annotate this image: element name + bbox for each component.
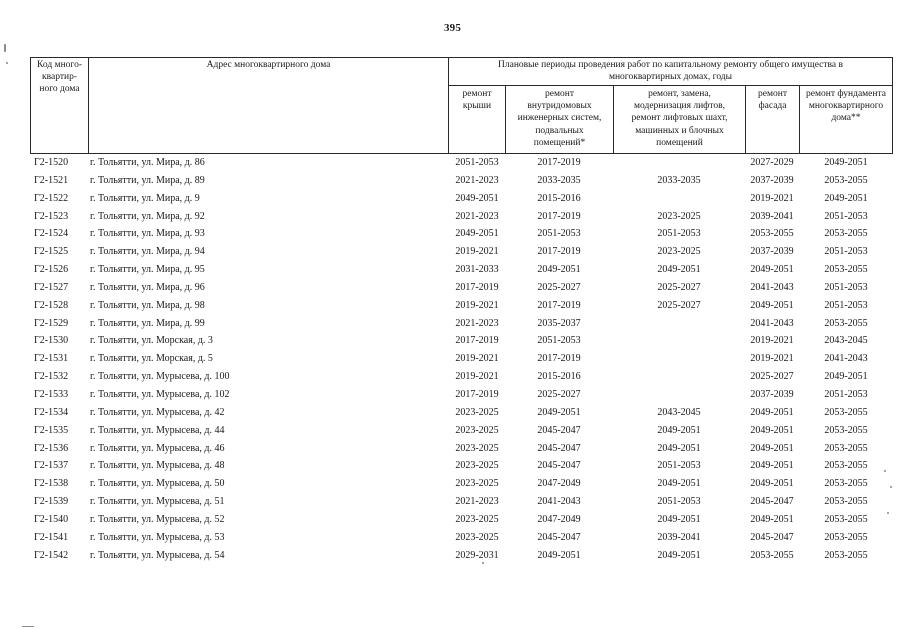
table-row [30,475,893,493]
cell-roof: 2023-2025 [455,460,499,472]
cell-roof: 2019-2021 [455,299,499,311]
cell-foundation: 2049-2051 [824,371,868,383]
header-facade-line-1: ремонт [758,89,787,99]
cell-facade: 2049-2051 [750,406,794,418]
cell-foundation: 2053-2055 [824,442,868,454]
cell-code: Г2-1520 [34,157,69,168]
cell-roof: 2023-2025 [455,442,499,454]
cell-code: Г2-1532 [34,371,69,383]
cell-internal: 2045-2047 [537,442,581,454]
cell-address: г. Тольятти, ул. Мурысева, д. 102 [90,388,230,400]
header-internal-line-5: помещений* [533,137,586,148]
cell-address: г. Тольятти, ул. Мира, д. 93 [90,228,205,240]
header-lift-line-5: помещений [656,137,703,148]
header-foundation [800,88,892,125]
cell-roof: 2023-2025 [455,406,499,418]
cell-facade: 2049-2051 [750,460,794,472]
cell-internal: 2049-2051 [537,264,581,276]
scan-speck [22,626,34,627]
cell-lift [614,315,744,333]
cell-internal: 2015-2016 [537,371,581,383]
cell-lift: 2051-2053 [657,228,701,240]
table-row [30,190,893,208]
cell-address: г. Тольятти, ул. Мира, д. 92 [90,210,205,222]
cell-foundation: 2053-2055 [824,317,868,329]
cell-code: Г2-1535 [34,424,69,436]
table-right-border [892,57,893,154]
header-code-line-2: квартир- [42,72,77,83]
table-row [30,332,893,350]
cell-foundation: 2053-2055 [824,513,868,525]
header-lift-line-3: ремонт лифтовых шахт, [631,113,728,124]
cell-internal: 2017-2019 [537,157,581,168]
cell-address: г. Тольятти, ул. Мира, д. 95 [90,264,205,276]
cell-facade: 2019-2021 [750,353,794,365]
cell-facade: 2041-2043 [750,281,794,293]
cell-facade: 2025-2027 [750,371,794,383]
cell-roof: 2021-2023 [455,210,499,222]
scan-speck [482,562,484,564]
cell-foundation: 2051-2053 [824,299,868,311]
scan-speck [884,470,886,472]
cell-facade: 2053-2055 [750,549,794,561]
header-roof [449,88,505,112]
cell-lift: 2049-2051 [657,478,701,490]
cell-foundation: 2053-2055 [824,424,868,436]
table-body [30,154,893,564]
cell-foundation: 2053-2055 [824,531,868,543]
cell-lift [614,386,744,404]
table-row [30,279,893,297]
cell-facade: 2049-2051 [750,299,794,311]
cell-roof: 2021-2023 [455,174,499,186]
cell-foundation: 2049-2051 [824,157,868,168]
cell-code: Г2-1534 [34,406,69,418]
cell-address: г. Тольятти, ул. Мира, д. 9 [90,192,200,204]
cell-address: г. Тольятти, ул. Мира, д. 86 [90,157,205,168]
table-row [30,172,893,190]
header-internal-line-4: подвальных [535,125,584,136]
page-number: 395 [443,22,462,34]
cell-facade: 2049-2051 [750,424,794,436]
cell-foundation: 2051-2053 [824,281,868,293]
table-row [30,386,893,404]
cell-code: Г2-1537 [34,460,69,472]
cell-foundation: 2053-2055 [824,460,868,472]
cell-code: Г2-1533 [34,388,69,400]
cell-foundation: 2051-2053 [824,246,868,258]
cell-roof: 2023-2025 [455,513,499,525]
cell-internal: 2045-2047 [537,531,581,543]
cell-roof: 2051-2053 [455,157,499,168]
cell-lift: 2043-2045 [657,406,701,418]
cell-lift: 2025-2027 [657,281,701,293]
header-foundation-line-1: ремонт фундамента [806,89,886,99]
cell-address: г. Тольятти, ул. Мира, д. 99 [90,317,205,329]
table-header [30,57,893,154]
cell-lift: 2025-2027 [657,299,701,311]
cell-code: Г2-1525 [34,246,69,258]
cell-foundation: 2053-2055 [824,174,868,186]
header-internal-line-2: внутридомовых [527,101,592,112]
header-internal-line-3: инженерных систем, [517,113,602,124]
cell-address: г. Тольятти, ул. Морская, д. 5 [90,353,213,365]
cell-code: Г2-1530 [34,335,69,347]
header-code [31,59,88,96]
cell-code: Г2-1540 [34,513,69,525]
cell-code: Г2-1539 [34,496,69,508]
cell-code: Г2-1541 [34,531,69,543]
cell-facade: 2027-2029 [750,157,794,168]
header-periods-line-1: Плановые периоды проведения работ по капитальному ремонту общего имущества в [498,60,843,70]
cell-roof: 2021-2023 [455,496,499,508]
cell-lift: 2049-2051 [657,513,701,525]
header-lift-line-2: модернизация лифтов, [634,101,725,112]
cell-code: Г2-1531 [34,353,69,365]
cell-foundation: 2043-2045 [824,335,868,347]
cell-foundation: 2053-2055 [824,496,868,508]
cell-foundation: 2053-2055 [824,549,868,561]
cell-facade: 2049-2051 [750,264,794,276]
scan-speck [887,512,889,514]
cell-internal: 2049-2051 [537,549,581,561]
cell-roof: 2023-2025 [455,531,499,543]
cell-lift: 2039-2041 [657,531,701,543]
cell-foundation: 2051-2053 [824,388,868,400]
cell-address: г. Тольятти, ул. Мира, д. 89 [90,174,205,186]
cell-lift [614,154,744,172]
cell-internal: 2017-2019 [537,353,581,365]
cell-code: Г2-1527 [34,281,69,293]
header-roof-line-2: крыши [462,101,492,112]
cell-internal: 2025-2027 [537,388,581,400]
cell-roof: 2029-2031 [455,549,499,561]
cell-address: г. Тольятти, ул. Мурысева, д. 53 [90,531,225,543]
cell-code: Г2-1529 [34,317,69,329]
cell-lift: 2051-2053 [657,460,701,472]
header-code-line-1: Код много- [37,60,82,70]
cell-foundation: 2053-2055 [824,228,868,240]
cell-address: г. Тольятти, ул. Морская, д. 3 [90,335,213,347]
table-row [30,261,893,279]
cell-facade: 2053-2055 [750,228,794,240]
cell-foundation: 2051-2053 [824,210,868,222]
table-row [30,368,893,386]
cell-internal: 2025-2027 [537,281,581,293]
scan-speck [890,486,892,488]
column-divider-code [88,57,89,154]
header-address-text: Адрес многоквартирного дома [206,60,331,70]
cell-internal: 2051-2053 [537,228,581,240]
cell-roof: 2023-2025 [455,478,499,490]
cell-internal: 2045-2047 [537,424,581,436]
cell-foundation: 2053-2055 [824,264,868,276]
cell-lift [614,332,744,350]
header-foundation-line-2: многоквартирного [808,101,884,112]
cell-internal: 2017-2019 [537,299,581,311]
cell-internal: 2017-2019 [537,246,581,258]
cell-facade: 2037-2039 [750,174,794,186]
cell-roof: 2017-2019 [455,335,499,347]
cell-internal: 2035-2037 [537,317,581,329]
table-top-border [30,57,893,58]
table-row [30,225,893,243]
cell-lift: 2023-2025 [657,246,701,258]
cell-code: Г2-1542 [34,549,69,561]
cell-internal: 2047-2049 [537,513,581,525]
header-roof-line-1: ремонт [462,89,492,99]
table-row [30,297,893,315]
table-row [30,457,893,475]
cell-foundation: 2041-2043 [824,353,868,365]
header-internal-line-1: ремонт [545,89,574,99]
cell-facade: 2019-2021 [750,335,794,347]
cell-address: г. Тольятти, ул. Мурысева, д. 51 [90,496,225,508]
cell-lift: 2023-2025 [657,210,701,222]
header-periods [449,59,892,83]
cell-lift [614,350,744,368]
cell-facade: 2039-2041 [750,210,794,222]
header-internal [506,88,613,149]
cell-facade: 2045-2047 [750,496,794,508]
cell-foundation: 2053-2055 [824,406,868,418]
cell-facade: 2049-2051 [750,478,794,490]
header-period-divider [448,85,893,86]
table-row [30,511,893,529]
cell-lift: 2049-2051 [657,424,701,436]
cell-address: г. Тольятти, ул. Мира, д. 94 [90,246,205,258]
cell-internal: 2017-2019 [537,210,581,222]
cell-facade: 2037-2039 [750,388,794,400]
scan-speck [6,62,8,64]
table-row [30,547,893,565]
cell-lift: 2033-2035 [657,174,701,186]
header-foundation-line-3: дома** [831,113,861,124]
cell-address: г. Тольятти, ул. Мира, д. 98 [90,299,205,311]
cell-internal: 2047-2049 [537,478,581,490]
cell-code: Г2-1521 [34,174,69,186]
table-row [30,154,893,172]
table-row [30,243,893,261]
cell-roof: 2031-2033 [455,264,499,276]
header-lift-line-4: машинных и блочных [635,125,724,136]
cell-foundation: 2053-2055 [824,478,868,490]
cell-code: Г2-1524 [34,228,69,240]
cell-lift: 2049-2051 [657,549,701,561]
cell-internal: 2049-2051 [537,406,581,418]
cell-facade: 2049-2051 [750,513,794,525]
cell-address: г. Тольятти, ул. Мурысева, д. 42 [90,406,225,418]
cell-lift [614,190,744,208]
cell-lift: 2051-2053 [657,496,701,508]
cell-address: г. Тольятти, ул. Мурысева, д. 48 [90,460,225,472]
cell-internal: 2045-2047 [537,460,581,472]
header-address [89,59,448,71]
cell-roof: 2019-2021 [455,353,499,365]
cell-address: г. Тольятти, ул. Мурысева, д. 52 [90,513,225,525]
cell-code: Г2-1536 [34,442,69,454]
cell-roof: 2019-2021 [455,246,499,258]
header-lift-line-1: ремонт, замена, [648,89,711,99]
cell-foundation: 2049-2051 [824,192,868,204]
cell-facade: 2041-2043 [750,317,794,329]
table-row [30,315,893,333]
scan-speck [4,44,6,52]
cell-lift [614,368,744,386]
cell-internal: 2041-2043 [537,496,581,508]
header-periods-line-2: многоквартирных домах, годы [608,72,733,83]
cell-code: Г2-1522 [34,192,69,204]
cell-roof: 2023-2025 [455,424,499,436]
table-row [30,208,893,226]
table-row [30,440,893,458]
cell-address: г. Тольятти, ул. Мурысева, д. 54 [90,549,225,561]
cell-address: г. Тольятти, ул. Мурысева, д. 46 [90,442,225,454]
table-row [30,404,893,422]
table-row [30,529,893,547]
cell-facade: 2037-2039 [750,246,794,258]
cell-facade: 2045-2047 [750,531,794,543]
cell-code: Г2-1538 [34,478,69,490]
header-facade-line-2: фасада [758,101,787,112]
cell-address: г. Тольятти, ул. Мира, д. 96 [90,281,205,293]
cell-address: г. Тольятти, ул. Мурысева, д. 100 [90,371,230,383]
table-row [30,422,893,440]
cell-roof: 2017-2019 [455,388,499,400]
header-code-line-3: ного дома [39,84,80,95]
cell-roof: 2017-2019 [455,281,499,293]
cell-internal: 2033-2035 [537,174,581,186]
cell-internal: 2015-2016 [537,192,581,204]
cell-address: г. Тольятти, ул. Мурысева, д. 50 [90,478,225,490]
cell-roof: 2049-2051 [455,192,499,204]
header-lift [614,88,745,149]
cell-code: Г2-1523 [34,210,69,222]
cell-address: г. Тольятти, ул. Мурысева, д. 44 [90,424,225,436]
cell-roof: 2021-2023 [455,317,499,329]
cell-facade: 2019-2021 [750,192,794,204]
header-facade [746,88,799,112]
cell-lift: 2049-2051 [657,442,701,454]
cell-roof: 2019-2021 [455,371,499,383]
cell-code: Г2-1526 [34,264,69,276]
table-row [30,493,893,511]
cell-facade: 2049-2051 [750,442,794,454]
cell-code: Г2-1528 [34,299,69,311]
cell-roof: 2049-2051 [455,228,499,240]
cell-lift: 2049-2051 [657,264,701,276]
cell-internal: 2051-2053 [537,335,581,347]
table-row [30,350,893,368]
